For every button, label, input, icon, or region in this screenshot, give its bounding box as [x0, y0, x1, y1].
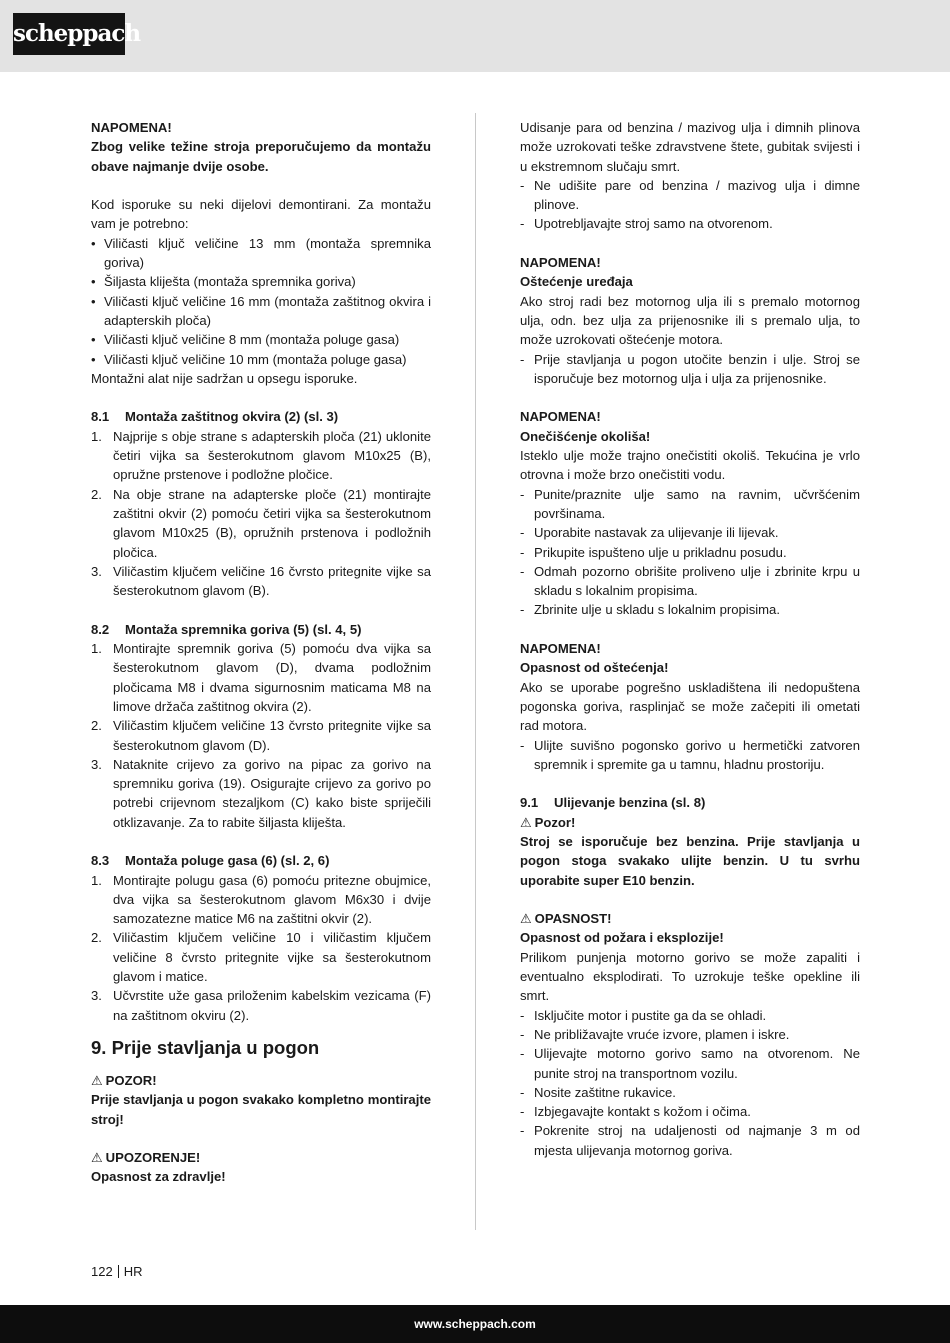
opasnost-title: ⚠ OPASNOST! — [520, 911, 612, 927]
upozorenje-title: ⚠ UPOZORENJE! — [91, 1150, 201, 1166]
list-item: - Ulijevajte motorno gorivo samo na otvorenom. Ne punite stroj na transportnom vozilu. — [520, 1046, 860, 1081]
step-item: 1. Najprije s obje strane s adapterskih ploča (21) uklonite četiri vijka sa šesterokutnom glavom M10x25 (B), opružne prstenove i podložne pločice. — [91, 428, 431, 483]
step-item: 3. Viličastim ključem veličine 16 čvrsto pritegnite vijke sa šesterokutnom glavom (B). — [91, 563, 431, 599]
page-number: 122 HR — [91, 1264, 143, 1279]
pozor-title: ⚠ Pozor! — [520, 814, 576, 830]
chapter-9-title: 9. Prije stavljanja u pogon — [91, 1036, 320, 1058]
left-column — [91, 118, 431, 1187]
list-item: • Viličasti ključ veličine 10 mm (montaža poluge gasa) — [91, 351, 407, 367]
step-item: 2. Na obje strane na adapterske ploče (21) montirajte zaštitni okvir (2) pomoću četiri vijka sa šesterokutnom glavom M10x25 (B), opružnih prstenova i podložnih pločica. — [91, 486, 431, 560]
tool-list — [91, 234, 431, 369]
note-subtitle: Oštećenje uređaja — [520, 274, 633, 290]
list-item: - Punite/praznite ulje samo na ravnim, učvršćenim površinama. — [520, 486, 860, 521]
list-item: - Nosite zaštitne rukavice. — [520, 1084, 676, 1100]
list-item: - Pokrenite stroj na udaljenosti od najmanje 3 m od mjesta ulijevanja motornog goriva. — [520, 1123, 860, 1158]
list-item: • Viličasti ključ veličine 8 mm (montaža poluge gasa) — [91, 332, 400, 348]
step-item: 1. Montirajte spremnik goriva (5) pomoću dva vijka sa šesterokutnom glavom (D), dvama podložnim pločicama M8 i dvama sigurnosnim maticama M8 na limove držača zaštitnog okvira (2). — [91, 641, 431, 714]
list-item: - Ne približavajte vruće izvore, plamen i iskre. — [520, 1026, 790, 1042]
header-bar — [0, 0, 950, 72]
warning-icon: ⚠ — [91, 1072, 103, 1088]
list-item: - Upotrebljavajte stroj samo na otvorenom. — [520, 216, 773, 232]
note-text: Ako stroj radi bez motornog ulja ili s premalo motornog ulja, odn. bez ulja za prijenosnike ili s premalo ulja, to može uzrokovati oštećenje motora. — [520, 293, 860, 348]
footer-bar — [0, 1305, 950, 1343]
note-subtitle: Onečišćenje okoliša! — [520, 428, 651, 444]
list-item: - Ulijte suvišno pogonsko gorivo u hermetički zatvoren spremnik i spremite ga u tamnu, hladnu prostoriju. — [520, 737, 860, 772]
note-title: NAPOMENA! — [520, 409, 601, 425]
note-title: NAPOMENA! — [91, 120, 172, 135]
opasnost-text: Prilikom punjenja motorno gorivo se može zapaliti i eventualno eksplodirati. To uzrokuje teške opekline ili smrt. — [520, 949, 860, 1004]
list-item: - Izbjegavajte kontakt s kožom i očima. — [520, 1104, 751, 1120]
pozor-text: Stroj se isporučuje bez benzina. Prije stavljanja u pogon stoga svakako ulijte benzin. U tu svrhu uporabite super E10 benzin. — [520, 833, 860, 888]
section-8-3-heading: 8.3 Montaža poluge gasa (6) (sl. 2, 6) — [91, 853, 330, 869]
step-item: 3. Nataknite crijevo za gorivo na pipac za gorivo na spremniku goriva (19). Osigurajte crijevo za gorivo po potrebi crijevnom stezaljkom (C) kako biste spriječili otklizavanje. Za to rabite šiljasta kliješta. — [91, 756, 431, 830]
fumes-warning: Udisanje para od benzina / mazivog ulja i dimnih plinova može uzrokovati teške zdravstvene štete, gubitak svijesti i u ekstremnom slučaju smrt. — [520, 120, 860, 174]
section-9-1-heading: 9.1 Ulijevanje benzina (sl. 8) — [520, 795, 706, 811]
note-text: Isteklo ulje može trajno onečistiti okoliš. Tekućina je vrlo otrovna i može brzo onečistiti vodu. — [520, 448, 860, 483]
column-divider — [475, 113, 476, 1230]
list-item: • Viličasti ključ veličine 13 mm (montaža spremnika goriva) — [91, 235, 431, 271]
right-column — [520, 118, 860, 1160]
note-title: NAPOMENA! — [520, 255, 601, 271]
page-separator — [118, 1265, 119, 1278]
list-item: - Odmah pozorno obrišite proliveno ulje i zbrinite krpu u skladu s lokalnim propisima. — [520, 563, 860, 599]
warning-icon: ⚠ — [520, 814, 532, 830]
list-item: - Uporabite nastavak za ulijevanje ili lijevak. — [520, 525, 779, 541]
step-item: 2. Viličastim ključem veličine 10 i viličastim ključem veličine 8 čvrsto pritegnite vijke sa šesterokutnom glavom i matice. — [91, 930, 431, 985]
website-link[interactable]: www.scheppach.com — [414, 1317, 536, 1331]
warning-icon: ⚠ — [91, 1150, 103, 1166]
step-item: 2. Viličastim ključem veličine 13 čvrsto pritegnite vijke sa šesterokutnom glavom (D). — [91, 718, 431, 753]
section-8-1-heading: 8.1 Montaža zaštitnog okvira (2) (sl. 3) — [91, 409, 339, 425]
warning-icon: ⚠ — [520, 911, 532, 927]
list-item: - Prije stavljanja u pogon utočite benzin i ulje. Stroj se isporučuje bez motornog ulja i ulja za prijenosnike. — [520, 351, 860, 386]
list-item: • Šiljasta kliješta (montaža spremnika goriva) — [91, 274, 356, 290]
pozor-text: Prije stavljanja u pogon svakako kompletno montirajte stroj! — [91, 1092, 431, 1127]
note-text: Zbog velike težine stroja preporučujemo da montažu obave najmanje dvije osobe. — [91, 139, 431, 174]
list-item: • Viličasti ključ veličine 16 mm (montaža zaštitnog okvira i adapterskih ploča) — [91, 293, 431, 328]
list-item: - Ne udišite pare od benzina / mazivog ulja i dimne plinove. — [520, 177, 860, 213]
list-item: - Zbrinite ulje u skladu s lokalnim propisima. — [520, 602, 780, 618]
tools-note: Montažni alat nije sadržan u opsegu isporuke. — [91, 370, 358, 386]
assembly-intro: Kod isporuke su neki dijelovi demontirani. Za montažu vam je potrebno: — [91, 197, 431, 232]
upozorenje-text: Opasnost za zdravlje! — [91, 1169, 226, 1185]
section-8-2-heading: 8.2 Montaža spremnika goriva (5) (sl. 4, 5) — [91, 621, 362, 637]
step-item: 1. Montirajte polugu gasa (6) pomoću pritezne obujmice, dva vijka sa šesterokutnom glavom M6x30 i dvije samozatezne matice M6 na zaštitni okvir (2). — [91, 872, 431, 927]
list-item: - Isključite motor i pustite ga da se ohladi. — [520, 1007, 767, 1023]
opasnost-subtitle: Opasnost od požara i eksplozije! — [520, 930, 724, 946]
note-title: NAPOMENA! — [520, 641, 601, 657]
list-item: - Prikupite ispušteno ulje u prikladnu posudu. — [520, 544, 787, 560]
scheppach-logo: scheppach — [13, 13, 125, 55]
step-item: 3. Učvrstite uže gasa priloženim kabelskim vezicama (F) na zaštitnom okviru (2). — [91, 988, 431, 1023]
note-text: Ako se uporabe pogrešno uskladištena ili nedopuštena pogonska goriva, rasplinjač se može začepiti ili ometati rad motora. — [520, 679, 860, 734]
note-subtitle: Opasnost od oštećenja! — [520, 660, 669, 676]
pozor-title: ⚠ POZOR! — [91, 1072, 157, 1088]
